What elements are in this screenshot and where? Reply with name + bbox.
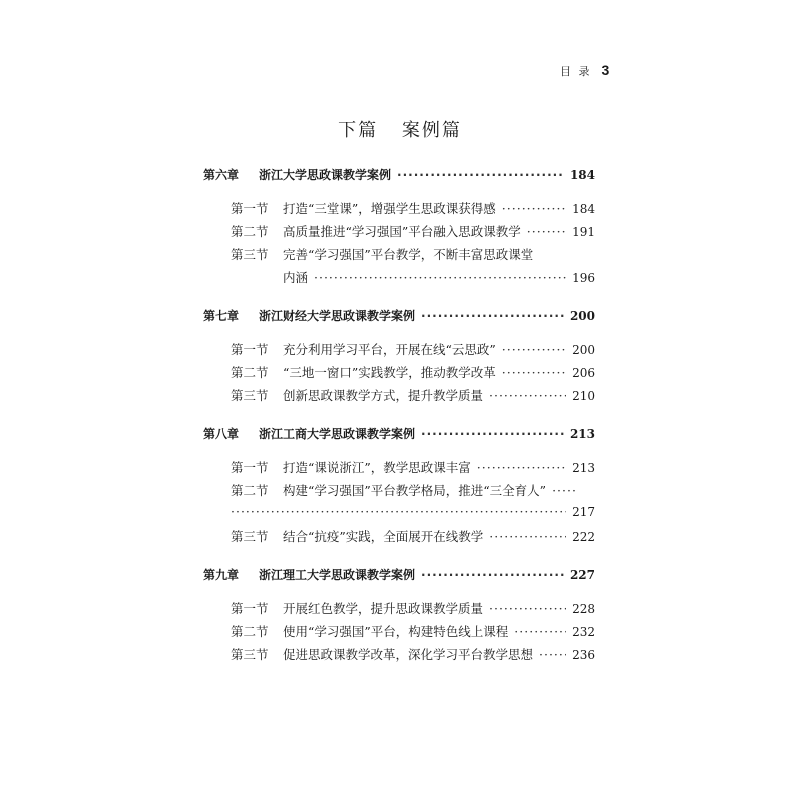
leader-dots	[397, 168, 564, 182]
section-page: 228	[572, 602, 595, 616]
chapter-title: 浙江工商大学思政课教学案例	[259, 427, 416, 441]
section-number: 第一节	[231, 201, 269, 216]
leader-dots	[489, 529, 566, 544]
toc-section-continuation[interactable]	[203, 268, 595, 291]
section-entry-title-cont: 内涵	[283, 270, 309, 285]
chapter-title: 浙江理工大学思政课教学案例	[259, 568, 416, 582]
section-number: 第三节	[231, 247, 269, 262]
section-entry-title: 促进思政课教学改革，深化学习平台教学思想	[283, 647, 534, 662]
toc-chapter[interactable]	[203, 566, 595, 589]
section-entry-title: 开展红色教学，提升思政课教学质量	[283, 601, 484, 616]
section-number: 第一节	[231, 460, 269, 475]
leader-dots	[489, 601, 566, 616]
section-page: 210	[572, 389, 595, 403]
leader-dots	[527, 224, 566, 239]
section-page: 206	[572, 366, 595, 380]
section-page: 184	[572, 202, 595, 216]
chapter-number: 第六章	[203, 168, 240, 182]
section-number: 第三节	[231, 529, 269, 544]
section-page: 232	[572, 625, 595, 639]
section-page: 200	[572, 343, 595, 357]
toc-section[interactable]	[203, 599, 595, 622]
toc-section[interactable]	[203, 222, 595, 245]
leader-dots	[314, 270, 566, 285]
section-entry-title: 结合“抗疫”实践，全面展开在线教学	[283, 529, 484, 544]
toc-chapter[interactable]	[203, 425, 595, 448]
section-entry-title: “三地一窗口”实践教学，推动教学改革	[283, 365, 496, 380]
chapter-page: 213	[569, 427, 595, 441]
toc-section[interactable]	[203, 199, 595, 222]
toc-section[interactable]	[203, 645, 595, 668]
chapter-number: 第八章	[203, 427, 240, 441]
section-number: 第三节	[231, 388, 269, 403]
section-title-part-1: 下篇	[338, 120, 379, 141]
leader-dots	[552, 483, 578, 498]
toc-section[interactable]	[203, 481, 595, 504]
chapter-number: 第七章	[203, 309, 240, 323]
toc-section[interactable]	[203, 340, 595, 363]
leader-dots	[421, 309, 564, 323]
leader-dots	[477, 460, 566, 475]
section-entry-title: 使用“学习强国”平台，构建特色线上课程	[283, 624, 509, 639]
section-entry-title: 高质量推进“学习强国”平台融入思政课教学	[283, 224, 521, 239]
toc-chapter[interactable]	[203, 307, 595, 330]
leader-dots	[502, 201, 566, 216]
chapter-page: 227	[569, 568, 595, 582]
leader-dots	[231, 504, 566, 519]
leader-dots	[539, 647, 566, 662]
section-page: 236	[572, 648, 595, 662]
header-label: 目 录	[560, 65, 592, 78]
leader-dots	[502, 365, 566, 380]
running-header	[560, 62, 611, 79]
toc-section[interactable]	[203, 622, 595, 645]
toc-section-continuation[interactable]	[203, 504, 595, 527]
chapter-title: 浙江大学思政课教学案例	[259, 168, 392, 182]
section-entry-title: 创新思政课教学方式，提升教学质量	[283, 388, 484, 403]
chapter-title: 浙江财经大学思政课教学案例	[259, 309, 416, 323]
section-page: 196	[572, 271, 595, 285]
leader-dots	[421, 427, 564, 441]
section-number: 第一节	[231, 342, 269, 357]
section-number: 第二节	[231, 624, 269, 639]
toc-section[interactable]	[203, 386, 595, 409]
section-entry-title: 打造“三堂课”，增强学生思政课获得感	[283, 201, 496, 216]
chapter-page: 184	[569, 168, 595, 182]
section-title	[0, 116, 800, 142]
leader-dots	[421, 568, 564, 582]
section-page: 217	[572, 505, 595, 519]
section-entry-title: 充分利用学习平台，开展在线“云思政”	[283, 342, 496, 357]
section-page: 222	[572, 530, 595, 544]
section-entry-title: 构建“学习强国”平台教学格局，推进“三全育人”	[283, 483, 547, 498]
leader-dots	[514, 624, 566, 639]
toc-chapter[interactable]	[203, 166, 595, 189]
section-title-part-2: 案例篇	[401, 120, 462, 141]
table-of-contents	[203, 166, 595, 668]
section-number: 第二节	[231, 483, 269, 498]
section-page: 191	[572, 225, 595, 239]
section-page: 213	[572, 461, 595, 475]
leader-dots	[502, 342, 566, 357]
chapter-page: 200	[569, 309, 595, 323]
leader-dots	[489, 388, 566, 403]
section-number: 第三节	[231, 647, 269, 662]
section-number: 第一节	[231, 601, 269, 616]
section-entry-title: 完善“学习强国”平台教学，不断丰富思政课堂	[283, 247, 534, 262]
section-number: 第二节	[231, 365, 269, 380]
section-entry-title: 打造“课说浙江”，教学思政课丰富	[283, 460, 471, 475]
chapter-number: 第九章	[203, 568, 240, 582]
page-number: 3	[601, 62, 612, 78]
section-number: 第二节	[231, 224, 269, 239]
toc-section[interactable]	[203, 245, 595, 268]
toc-section[interactable]	[203, 363, 595, 386]
toc-section[interactable]	[203, 527, 595, 550]
toc-section[interactable]	[203, 458, 595, 481]
